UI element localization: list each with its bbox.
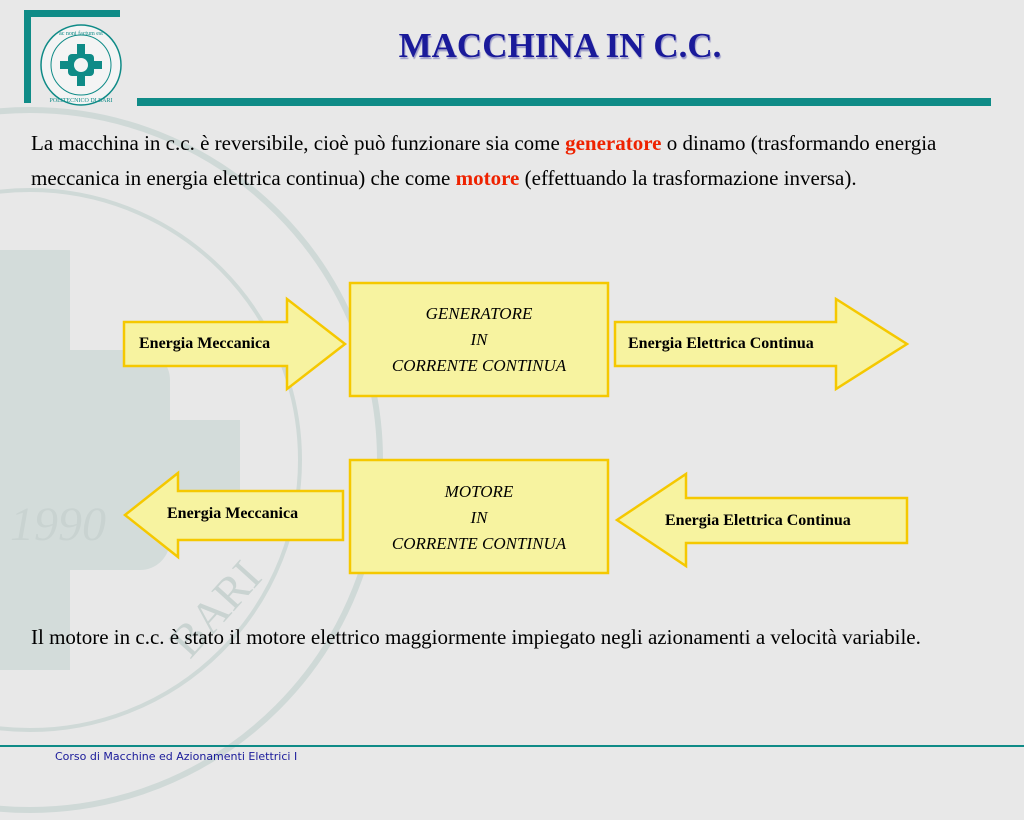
generator-box-text	[350, 301, 608, 379]
motor-output-label: Energia Meccanica	[167, 505, 299, 522]
generator-output-label: Energia Elettrica Continua	[628, 335, 814, 352]
generator-input-label: Energia Meccanica	[139, 335, 271, 352]
watermark-year: 1990	[10, 498, 106, 551]
intro-text-1: La macchina in c.c. è reversibile, cioè può funzionare sia come	[31, 131, 566, 155]
watermark-text: BARI	[159, 550, 271, 667]
motor-box-text	[350, 479, 608, 557]
outro-paragraph: Il motore in c.c. è stato il motore elettrico maggiormente impiegato negli azionamenti a velocità variabile.	[31, 625, 921, 649]
generator-box-line-1: GENERATORE	[425, 304, 533, 323]
generator-box-line-2: IN	[470, 330, 488, 349]
motor-box-line-3: CORRENTE CONTINUA	[391, 534, 567, 553]
slide-title: MACCHINA IN C.C.	[398, 26, 722, 65]
motor-box-line-1: MOTORE	[444, 482, 514, 501]
footer-course-name: Corso di Macchine ed Azionamenti Elettrici I	[55, 750, 298, 763]
highlight-motore: motore	[455, 166, 520, 190]
motor-box-line-2: IN	[470, 508, 488, 527]
highlight-generatore: generatore	[565, 131, 662, 155]
logo-bottom-text: POLITECNICO DI BARI	[49, 98, 113, 104]
intro-text-2: o dinamo (trasformando energia meccanica in energia elettrica continua) che come	[31, 131, 937, 190]
footer-divider	[0, 745, 1024, 747]
generator-box-line-3: CORRENTE CONTINUA	[391, 356, 567, 375]
logo-top-text: ac noni factum est	[59, 31, 103, 37]
intro-text-3: (effettuando la trasformazione inversa).	[519, 166, 857, 190]
motor-input-label: Energia Elettrica Continua	[665, 512, 851, 529]
